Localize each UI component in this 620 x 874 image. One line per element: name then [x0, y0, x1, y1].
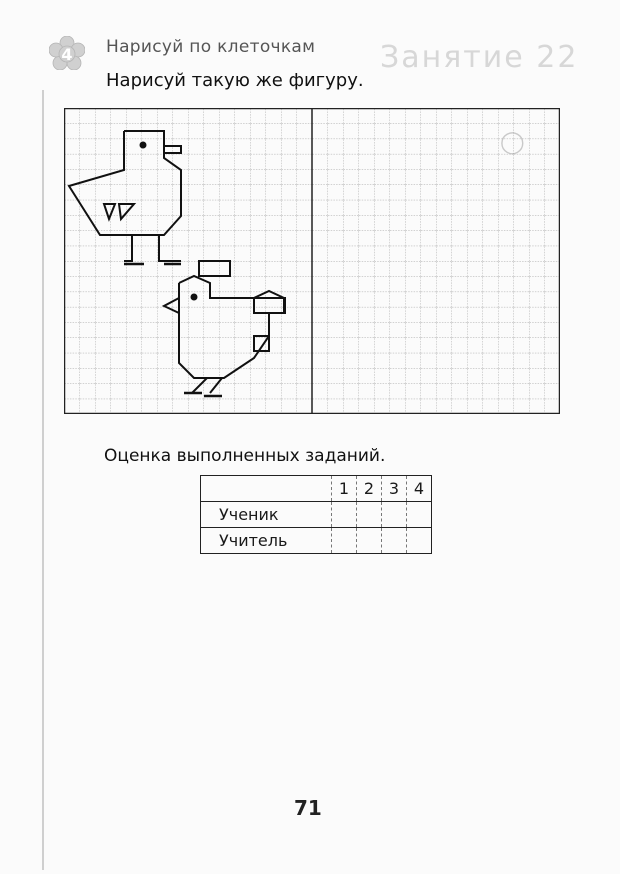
grade-cell[interactable]	[407, 502, 432, 528]
page-edge-shadow	[42, 90, 44, 870]
flower-icon	[49, 36, 85, 70]
evaluation-title: Оценка выполненных заданий.	[104, 446, 386, 466]
header-corner-cell	[201, 476, 332, 502]
task-number: 4	[61, 45, 73, 64]
column-header: 3	[382, 476, 407, 502]
grade-cell[interactable]	[332, 502, 357, 528]
table-header-row	[201, 476, 432, 502]
grade-cell[interactable]	[382, 528, 407, 554]
column-header: 2	[357, 476, 382, 502]
grade-cell[interactable]	[407, 528, 432, 554]
row-label-student: Ученик	[201, 502, 332, 528]
evaluation-table	[200, 475, 432, 554]
row-label-teacher: Учитель	[201, 528, 332, 554]
table-row	[201, 528, 432, 554]
task-instruction: Нарисуй такую же фигуру.	[106, 70, 364, 91]
grade-cell[interactable]	[382, 502, 407, 528]
column-header: 1	[332, 476, 357, 502]
page-number: 71	[294, 796, 322, 820]
grade-cell[interactable]	[357, 528, 382, 554]
column-header: 4	[407, 476, 432, 502]
bleed-through-title: Занятие 22	[380, 40, 579, 75]
table-row	[201, 502, 432, 528]
drawing-grid	[64, 108, 560, 418]
grade-cell[interactable]	[332, 528, 357, 554]
grade-cell[interactable]	[357, 502, 382, 528]
task-title: Нарисуй по клеточкам	[106, 37, 316, 57]
